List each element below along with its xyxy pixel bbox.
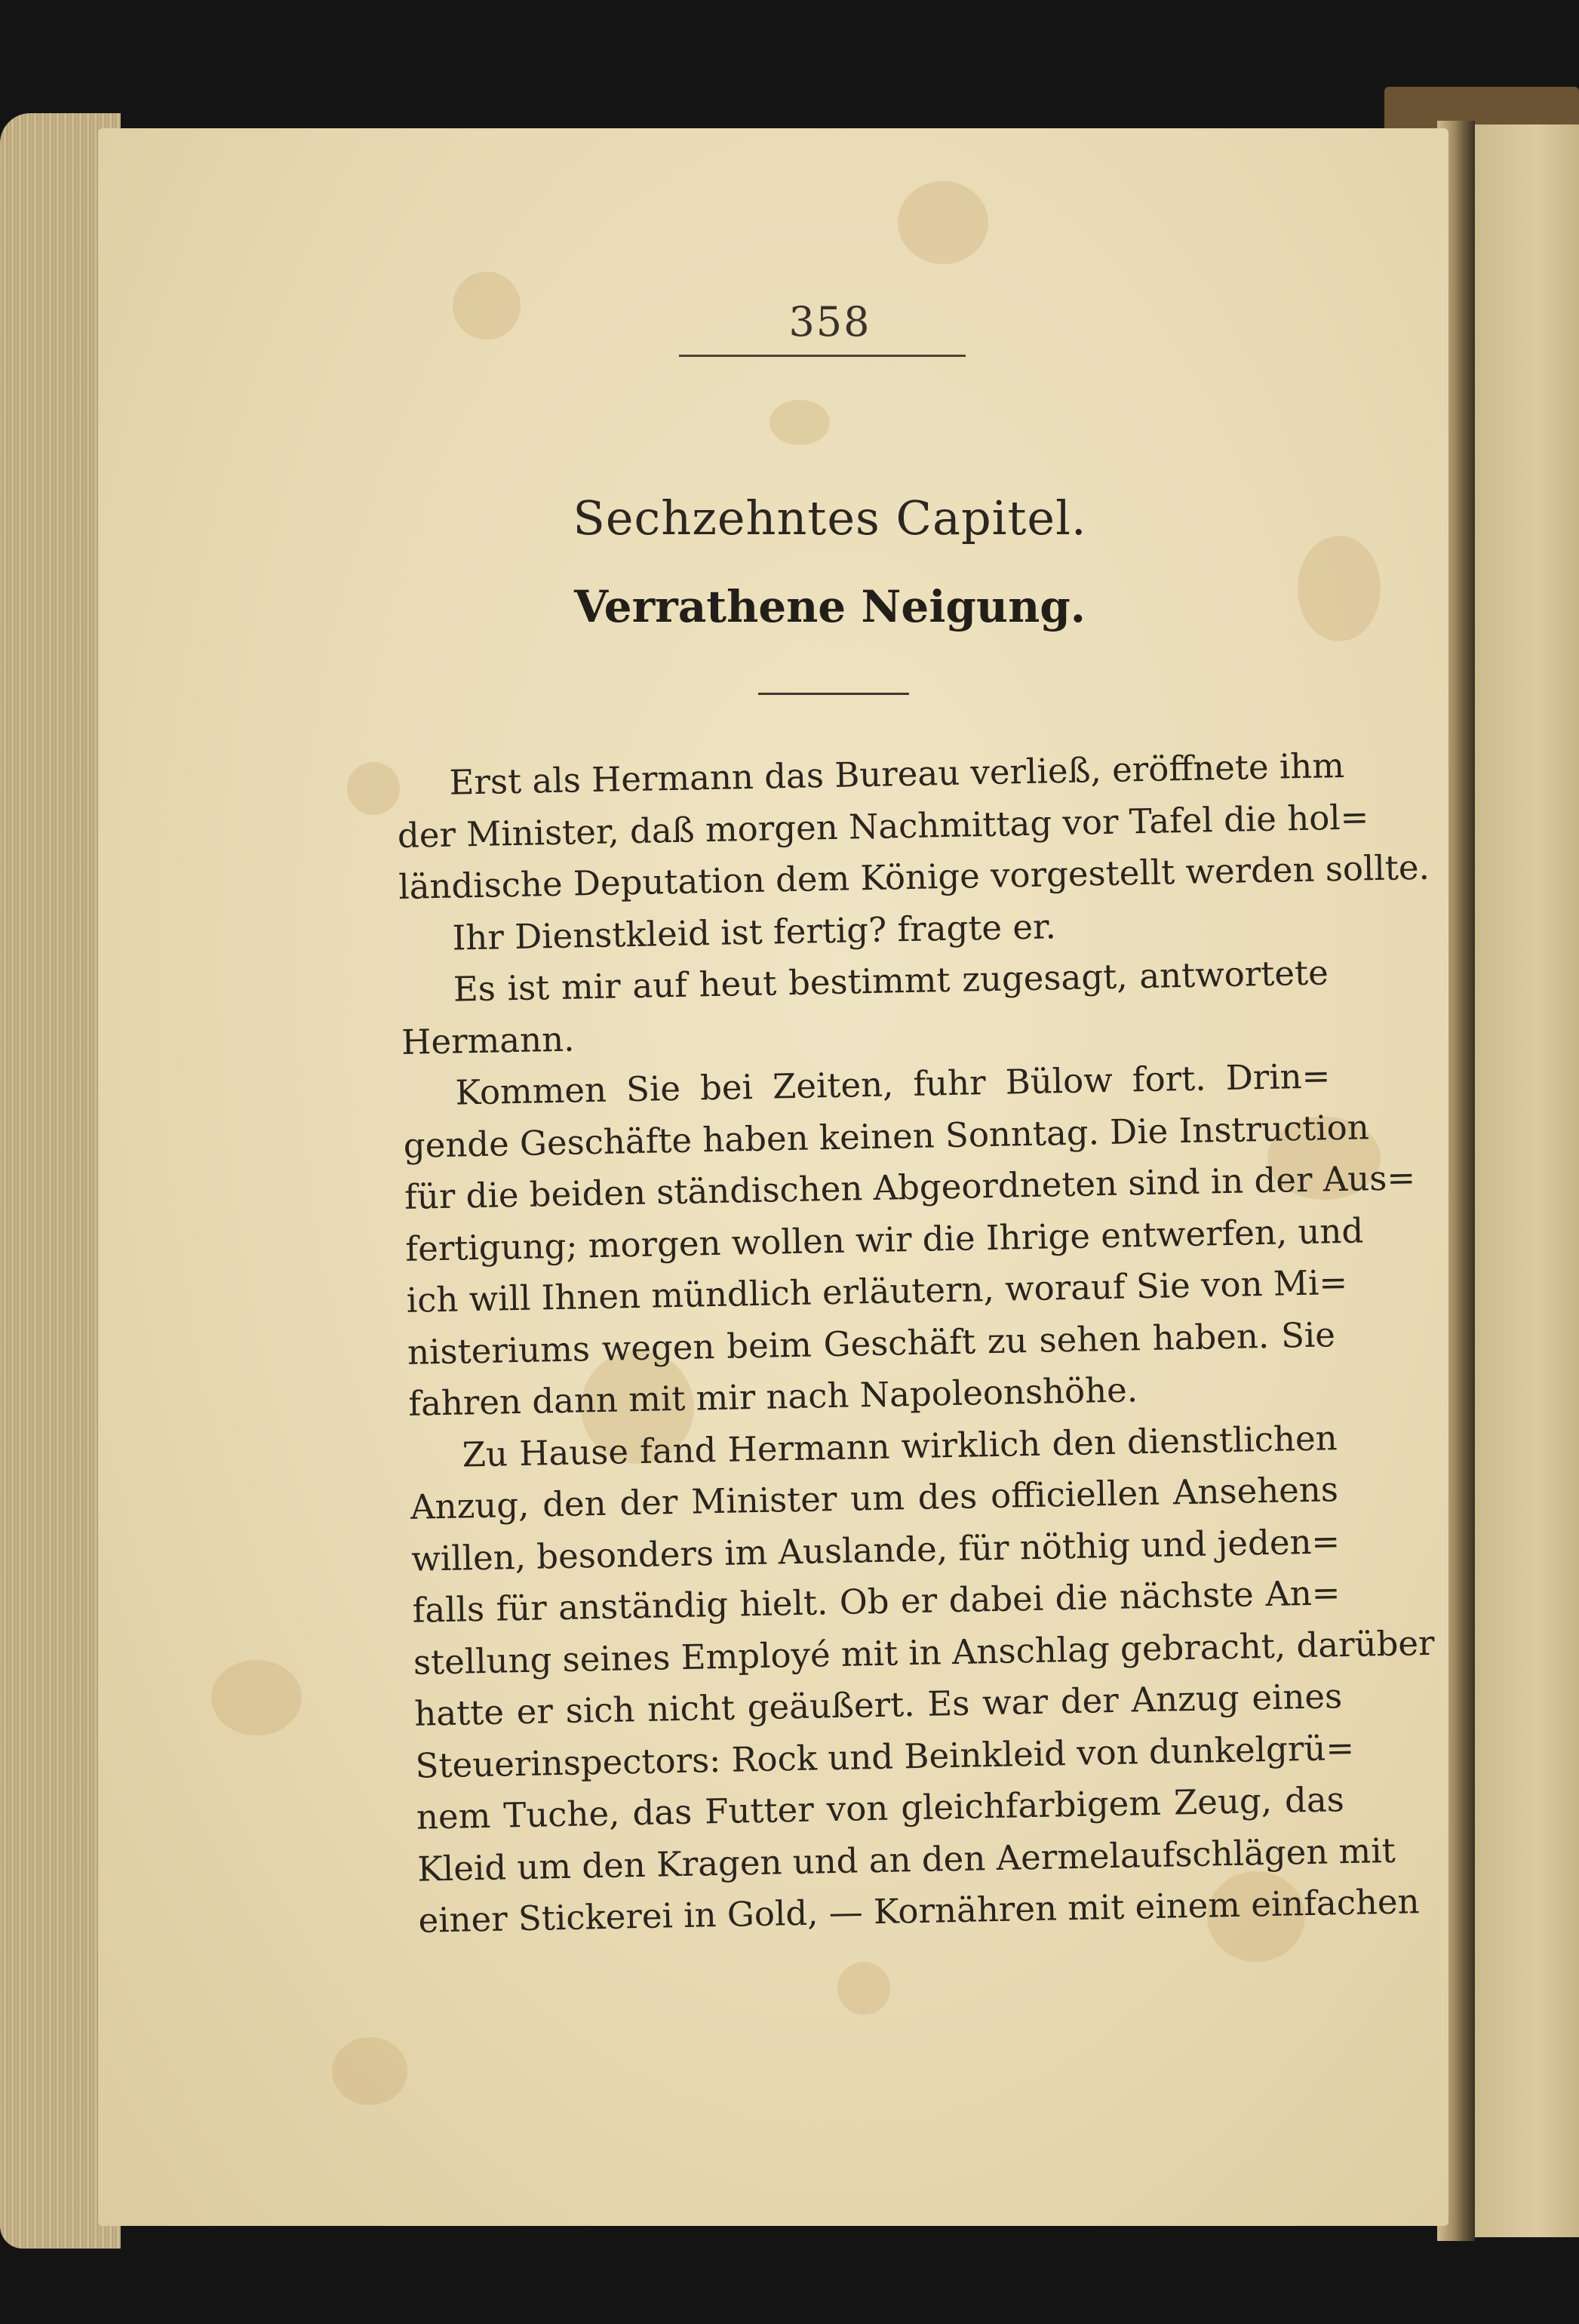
- paper-stain: [347, 762, 400, 815]
- text-line: Steuerinspectors: Rock und Beinkleid von dunkelgrü=: [415, 1727, 1355, 1786]
- text-line: der Minister, daß morgen Nachmittag vor Tafel die hol=: [397, 796, 1369, 856]
- paper-stain: [837, 1962, 890, 2015]
- text-line: nisteriums wegen beim Geschäft zu sehen haben. Sie: [407, 1314, 1336, 1373]
- text-line: fertigung; morgen wollen wir die Ihrige entwerfen, und: [404, 1210, 1364, 1269]
- text-line: stellung seines Employé mit in Anschlag gebracht, darüber: [413, 1622, 1435, 1683]
- text-line: fahren dann mit mir nach Napoleonshöhe.: [407, 1370, 1138, 1424]
- header-rule: [679, 355, 966, 357]
- text-line: falls für anständig hielt. Ob er dabei die nächste An=: [412, 1572, 1341, 1631]
- text-line: Erst als Hermann das Bureau verließ, eröffnete ihm: [449, 745, 1345, 803]
- text-line: Zu Hause fand Hermann wirklich den dienstlichen: [462, 1417, 1338, 1474]
- paper-stain: [1298, 536, 1381, 641]
- text-line: Kommen Sie bei Zeiten, fuhr Bülow fort. Drin=: [455, 1056, 1331, 1113]
- text-line: einer Stickerei in Gold, — Kornähren mit einem einfachen: [418, 1881, 1420, 1941]
- text-line: Es ist mir auf heut bestimmt zugesagt, antwortete: [453, 952, 1329, 1010]
- text-line: Ihr Dienstkleid ist fertig? fragte er.: [452, 905, 1057, 958]
- body-text: [396, 740, 1435, 1947]
- text-line: für die beiden ständischen Abgeordneten sind in der Aus=: [404, 1157, 1416, 1217]
- text-line: willen, besonders im Auslande, für nöthig und jeden=: [410, 1520, 1341, 1579]
- paper-stain: [770, 400, 830, 445]
- paper-stain: [898, 181, 988, 264]
- chapter-title: Sechzehntes Capitel.: [573, 490, 1087, 546]
- text-line: gende Geschäfte haben keinen Sonntag. Die Instruction: [403, 1106, 1370, 1166]
- paper-stain: [332, 2037, 407, 2105]
- section-rule: [758, 693, 909, 695]
- text-line: Kleid um den Kragen und an den Aermelaufschlägen mit: [416, 1830, 1396, 1889]
- facing-page: [1475, 124, 1579, 2237]
- text-line: hatte er sich nicht geäußert. Es war der Anzug eines: [413, 1676, 1343, 1734]
- text-line: Anzug, den der Minister um des officiellen Ansehens: [410, 1469, 1339, 1527]
- text-line: ich will Ihnen mündlich erläutern, worauf Sie von Mi=: [406, 1262, 1348, 1320]
- paper-stain: [453, 272, 521, 340]
- text-line: nem Tuche, das Futter von gleichfarbigem Zeug, das: [416, 1779, 1345, 1837]
- paper-stain: [211, 1660, 302, 1735]
- page-number: 358: [788, 298, 871, 346]
- text-line: ländische Deputation dem Könige vorgestellt werden sollte.: [398, 847, 1430, 907]
- text-line: Hermann.: [401, 1019, 575, 1062]
- chapter-subtitle: Verrathene Neigung.: [574, 581, 1086, 632]
